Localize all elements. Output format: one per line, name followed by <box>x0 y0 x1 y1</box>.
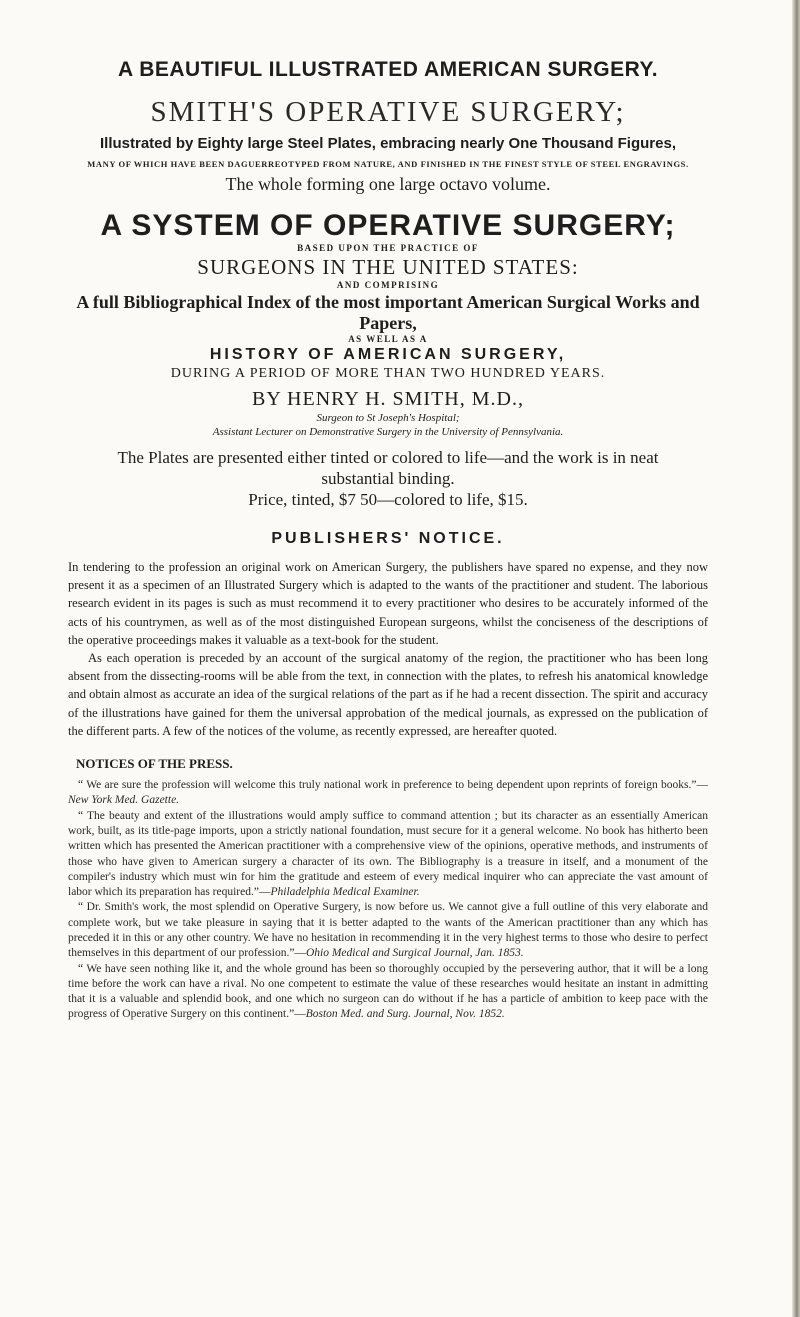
plates-line-2: substantial binding. <box>321 469 455 488</box>
notice-text: “ We are sure the profession will welcome this truly national work in preference to being dependent upon reprints of foreign books.”— <box>78 779 708 792</box>
notice-source: Ohio Medical and Surgical Journal, Jan. 1853. <box>305 947 524 960</box>
volume-note: The whole forming one large octavo volume. <box>225 174 551 194</box>
publishers-paragraph: In tendering to the profession an original work on American Surgery, the publishers have spared no expense, and they now present it as a specimen of an Illustrated Surgery which is adapted to the wants of the practitioner and student. The laborious research evident in its pages is such as must recommend it to every practitioner who desires to be accurately informed of the acts of his countrymen, as well as of the most distinguished European surgeons, whilst the conciseness of the descriptions of the operative proceedings makes it valuable as a text-book for the student. <box>68 560 708 647</box>
notice-text: “ We have seen nothing like it, and the whole ground has been so thoroughly occupied by the persevering author, that it will be a long time before the work can have a rival. No one competent to estimate the value of these researches would hesitate an instant in admitting that it is a valuable and splendid book, and one which no surgeon can do without if he has a particle of ambition to keep pace with the progress of Operative Surgery on this continent.”— <box>68 962 708 1021</box>
advertisement-page <box>68 58 708 1023</box>
notice-source: Boston Med. and Surg. Journal, Nov. 1852. <box>305 1008 505 1021</box>
illustrated-line: Illustrated by Eighty large Steel Plates, embracing nearly One Thousand Figures, <box>100 135 676 152</box>
press-heading: NOTICES OF THE PRESS. <box>76 756 233 772</box>
press-notice <box>68 778 708 809</box>
notice-source: New York Med. Gazette. <box>68 794 180 807</box>
figures-note: MANY OF WHICH HAVE BEEN DAGUERREOTYPED FROM NATURE, AND FINISHED IN THE FINEST STYLE OF STEEL ENGRAVINGS. <box>87 159 689 169</box>
history-title: HISTORY OF AMERICAN SURGERY, <box>209 346 567 363</box>
plates-line-1: The Plates are presented either tinted or colored to life—and the work is in neat <box>117 448 659 467</box>
notice-text: “ Dr. Smith's work, the most splendid on Operative Surgery, is now before us. We cannot give a full outline of this very elaborate and complete work, but we take pleasure in saying that it is better adapted to the wants of the American practitioner than any which has preceded it in this or any other country. We have no hesitation in recommending it in the very highest terms to those who desire to perfect themselves in this department of our profession.”— <box>68 901 708 960</box>
press-notice <box>68 900 708 961</box>
author-title-2: Assistant Lecturer on Demonstrative Surgery in the University of Pennsylvania. <box>212 426 564 438</box>
surgeons-line: SURGEONS IN THE UNITED STATES: <box>197 255 579 279</box>
index-line: A full Bibliographical Index of the most important American Surgical Works and Papers, <box>76 292 700 333</box>
press-notice <box>68 809 708 901</box>
as-well-as: AS WELL AS A <box>348 334 428 344</box>
author-line: BY HENRY H. SMITH, M.D., <box>252 388 524 410</box>
page-edge <box>792 0 800 1317</box>
publishers-heading: PUBLISHERS' NOTICE. <box>271 530 505 547</box>
notice-source: Philadelphia Medical Examiner. <box>270 886 420 899</box>
based-upon: BASED UPON THE PRACTICE OF <box>297 243 479 253</box>
publishers-notice <box>68 558 708 740</box>
press-notices <box>68 778 708 1023</box>
author-title-1: Surgeon to St Joseph's Hospital; <box>316 412 460 424</box>
system-title: A SYSTEM OF OPERATIVE SURGERY; <box>100 209 676 242</box>
period-line: DURING A PERIOD OF MORE THAN TWO HUNDRED YEARS. <box>170 366 606 381</box>
publishers-paragraph: As each operation is preceded by an account of the surgical anatomy of the region, the practitioner who has been long absent from the dissecting-rooms will be able from the text, in connection with the plates, to refresh his anatomical knowledge and obtain almost as accurate an idea of the surgical relations of the part as if he had a recent dissection. The spirit and accuracy of the illustrations have gained for them the universal approbation of the medical journals, as expressed on the publication of the different parts. A few of the notices of the volume, as recently expressed, are hereafter quoted. <box>68 651 708 738</box>
notice-text: “ The beauty and extent of the illustrations would amply suffice to command attention ; but its character as an essentially American work, built, as its title-page imports, upon a strictly national foundation, must secure for it a general welcome. No book has hitherto been written which has presented the American practitioner with a comprehensive view of the opinions, operative methods, and instruments of those who have given to American surgery a character of its own. The Bibliography is a treasure in itself, and a monument of the compiler's industry which must win for him the gratitude and esteem of every medical inquirer who can appreciate the vast amount of labor which its preparation has required.”— <box>68 809 708 899</box>
press-notice <box>68 962 708 1023</box>
page-header: A BEAUTIFUL ILLUSTRATED AMERICAN SURGERY. <box>117 58 659 81</box>
book-title: SMITH'S OPERATIVE SURGERY; <box>150 96 626 128</box>
and-comprising: AND COMPRISING <box>336 280 440 290</box>
price-line: Price, tinted, $7 50—colored to life, $15. <box>248 490 528 509</box>
